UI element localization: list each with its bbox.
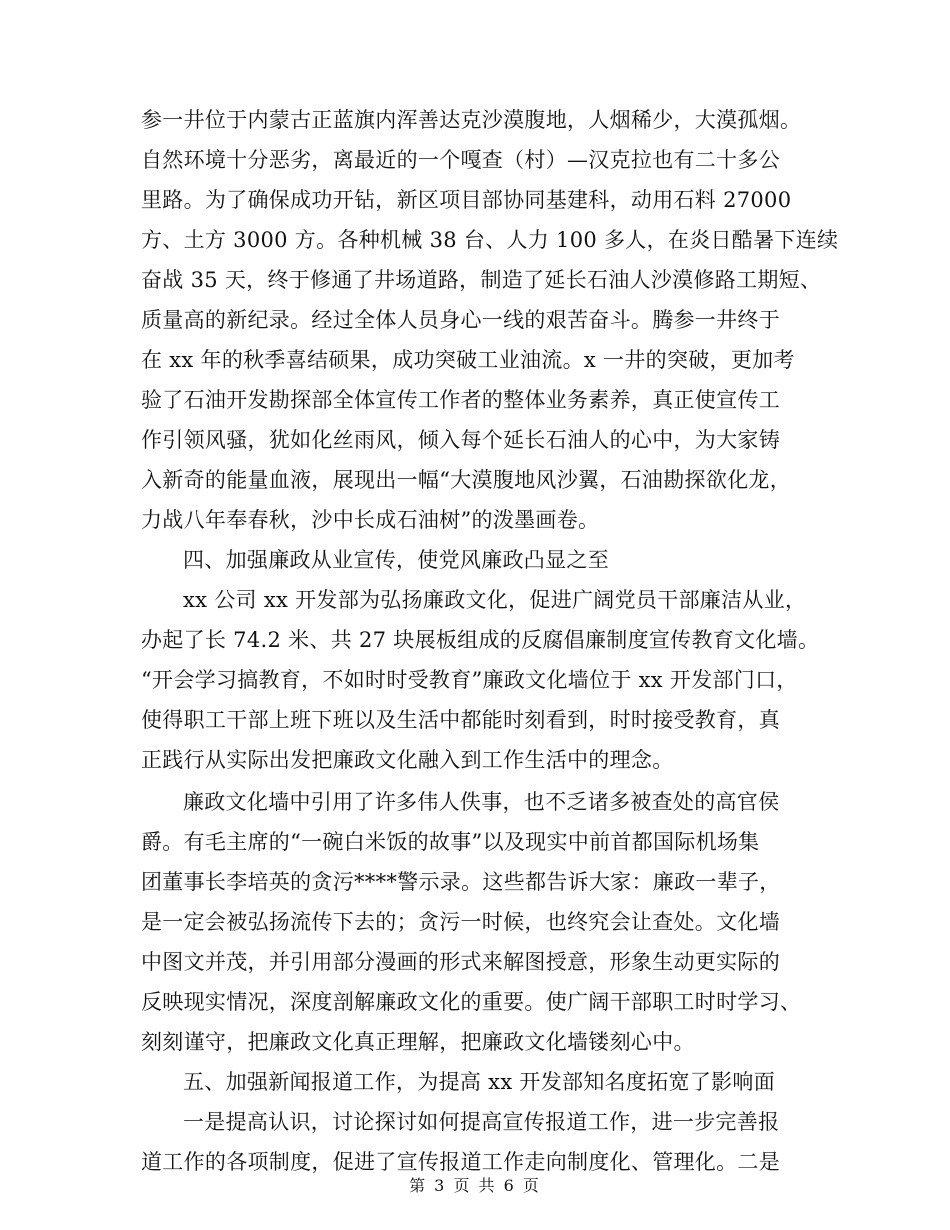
body-line: 参一井位于内蒙古正蓝旗内浑善达克沙漠腹地，人烟稀少，大漠孤烟。 (141, 108, 802, 132)
body-line: 爵。有毛主席的“一碗白米饭的故事”以及现实中前首都国际机场集 (141, 830, 760, 854)
body-line: 中图文并茂，并引用部分漫画的形式来解图授意，形象生动更实际的 (141, 950, 780, 974)
section-heading-4: 四、加强廉政从业宣传，使党风廉政凸显之至 (183, 548, 609, 572)
body-line: “开会学习搞教育，不如时时受教育”廉政文化墙位于 xx 开发部门口， (141, 668, 798, 692)
body-line: 团董事长李培英的贪污****警示录。这些都告诉大家：廉政一辈子， (141, 870, 781, 894)
body-line: 道工作的各项制度，促进了宣传报道工作走向制度化、管理化。二是 (141, 1150, 780, 1174)
body-line: 办起了长 74.2 米、共 27 块展板组成的反腐倡廉制度宣传教育文化墙。 (141, 628, 820, 652)
page-number-footer: 第 3 页 共 6 页 (409, 1176, 541, 1195)
paragraph-first-line: xx 公司 xx 开发部为弘扬廉政文化，促进广阔党员干部廉洁从业， (183, 588, 807, 612)
paragraph-first-line: 一是提高认识，讨论探讨如何提高宣传报道工作，进一步完善报 (183, 1110, 780, 1134)
body-line: 方、土方 3000 方。各种机械 38 台、人力 100 多人，在炎日酷暑下连续 (141, 228, 839, 252)
body-line: 里路。为了确保成功开钻，新区项目部协同基建科，动用石料 27000 (141, 188, 792, 212)
body-line: 质量高的新纪录。经过全体人员身心一线的艰苦奋斗。腾参一井终于 (141, 308, 780, 332)
paragraph-first-line: 廉政文化墙中引用了许多伟人佚事，也不乏诸多被查处的高官侯 (183, 790, 780, 814)
body-line: 自然环境十分恶劣，离最近的一个嘎查（村）—汉克拉也有二十多公 (141, 148, 780, 172)
section-heading-5: 五、加强新闻报道工作，为提高 xx 开发部知名度拓宽了影响面 (183, 1070, 776, 1094)
body-line: 正践行从实际出发把廉政文化融入到工作生活中的理念。 (141, 748, 674, 772)
body-line: 刻刻谨守，把廉政文化真正理解，把廉政文化墙镂刻心中。 (141, 1030, 695, 1054)
body-line: 在 xx 年的秋季喜结硕果，成功突破工业油流。x 一井的突破，更加考 (141, 348, 795, 372)
body-line: 是一定会被弘扬流传下去的；贪污一时候，也终究会让查处。文化墙 (141, 910, 780, 934)
body-line: 使得职工干部上班下班以及生活中都能时刻看到，时时接受教育，真 (141, 708, 780, 732)
body-line: 入新奇的能量血液，展现出一幅“大漠腹地风沙翼，石油勘探欲化龙， (141, 468, 792, 492)
body-line: 力战八年奉春秋，沙中长成石油树”的泼墨画卷。 (141, 508, 600, 532)
body-line: 奋战 35 天，终于修通了井场道路，制造了延长石油人沙漠修路工期短、 (141, 268, 822, 292)
body-line: 验了石油开发勘探部全体宣传工作者的整体业务素养，真正使宣传工 (141, 388, 780, 412)
body-line: 作引领风骚，犹如化丝雨风，倾入每个延长石油人的心中，为大家铸 (141, 428, 780, 452)
body-line: 反映现实情况，深度剖解廉政文化的重要。使广阔干部职工时时学习、 (141, 990, 802, 1014)
